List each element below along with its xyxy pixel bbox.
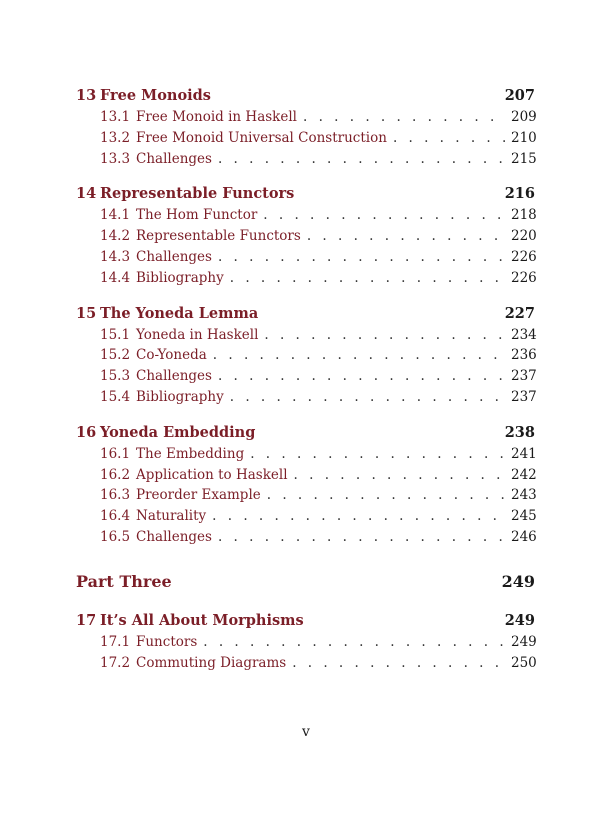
section-title: Application to Haskell [136, 466, 288, 483]
section-number: 15.1 [100, 326, 131, 343]
section-page-number: 220 [511, 228, 537, 245]
section-page-number: 215 [511, 150, 537, 167]
table-of-contents [76, 87, 535, 689]
section-number: 17.1 [100, 633, 131, 650]
dot-leader [218, 151, 505, 167]
section-entry[interactable] [76, 347, 535, 368]
chapter-heading[interactable] [76, 305, 535, 327]
chapter-heading[interactable] [76, 424, 535, 446]
dot-leader [218, 249, 505, 265]
dot-leader [263, 207, 505, 223]
chapter-number: 15 [76, 304, 97, 322]
dot-leader [218, 529, 505, 545]
section-entry[interactable] [76, 467, 535, 488]
section-page-number: 236 [511, 347, 537, 364]
section-entry[interactable] [76, 327, 535, 348]
chapter-entry [76, 305, 535, 410]
section-page-number: 234 [511, 326, 537, 343]
chapter-entry [76, 424, 535, 550]
section-page-number: 210 [511, 129, 537, 146]
section-title: Challenges [136, 368, 212, 385]
section-number: 14.2 [100, 228, 131, 245]
part-heading[interactable] [76, 572, 535, 598]
section-page-number: 243 [511, 487, 537, 504]
section-entry[interactable] [76, 634, 535, 655]
chapter-entry [76, 87, 535, 171]
chapter-heading[interactable] [76, 612, 535, 634]
section-entry[interactable] [76, 228, 535, 249]
chapter-title: Yoneda Embedding [100, 423, 256, 441]
chapter-number: 13 [76, 87, 97, 104]
section-number: 16.3 [100, 487, 131, 504]
dot-leader [218, 368, 505, 384]
section-page-number: 226 [511, 269, 537, 286]
chapter-heading[interactable] [76, 87, 535, 109]
section-entry[interactable] [76, 368, 535, 389]
section-title: Bibliography [136, 269, 224, 286]
chapter-group-1 [76, 87, 535, 550]
dot-leader [307, 228, 505, 244]
section-title: Free Monoid in Haskell [136, 109, 297, 125]
section-entry[interactable] [76, 446, 535, 467]
dot-leader [303, 109, 505, 125]
section-number: 15.2 [100, 347, 131, 364]
chapter-page-number: 207 [504, 87, 535, 104]
section-number: 13.2 [100, 129, 131, 146]
section-entry[interactable] [76, 508, 535, 529]
dot-leader [294, 467, 505, 483]
dot-leader [230, 389, 505, 405]
part-page-number: 249 [501, 571, 535, 591]
section-title: Preorder Example [136, 487, 261, 504]
chapter-group-2 [76, 612, 535, 676]
section-title: The Embedding [136, 445, 245, 462]
dot-leader [213, 347, 505, 363]
section-number: 16.2 [100, 466, 131, 483]
section-title: Co-Yoneda [136, 347, 207, 364]
chapter-heading[interactable] [76, 185, 535, 207]
section-title: Challenges [136, 150, 212, 167]
section-number: 14.3 [100, 248, 131, 265]
dot-leader [250, 446, 505, 462]
section-number: 17.2 [100, 654, 131, 671]
section-number: 13.3 [100, 150, 131, 167]
section-page-number: 245 [511, 508, 537, 525]
section-page-number: 250 [511, 654, 537, 671]
chapter-title: Representable Functors [100, 185, 295, 203]
section-entry[interactable] [76, 249, 535, 270]
section-page-number: 249 [511, 633, 537, 650]
chapter-title: It’s All About Morphisms [100, 611, 304, 629]
section-title: Representable Functors [136, 228, 301, 245]
chapter-page-number: 216 [504, 185, 535, 203]
section-number: 15.4 [100, 388, 131, 405]
section-page-number: 242 [511, 466, 537, 483]
dot-leader [264, 327, 505, 343]
section-page-number: 218 [511, 207, 537, 224]
section-title: The Hom Functor [136, 207, 258, 224]
section-title: Free Monoid Universal Construction [136, 129, 387, 146]
section-number: 14.4 [100, 269, 131, 286]
section-entry[interactable] [76, 207, 535, 228]
chapter-title: Free Monoids [100, 87, 211, 104]
chapter-entry [76, 185, 535, 290]
section-number: 16.4 [100, 508, 131, 525]
dot-leader [203, 634, 505, 650]
chapter-number: 17 [76, 611, 97, 629]
section-entry[interactable] [76, 529, 535, 550]
chapter-number: 14 [76, 185, 97, 203]
section-title: Challenges [136, 248, 212, 265]
page-number-footer: v [302, 724, 310, 740]
dot-leader [292, 655, 505, 671]
section-entry[interactable] [76, 655, 535, 676]
section-title: Bibliography [136, 388, 224, 405]
section-title: Challenges [136, 528, 212, 545]
section-title: Naturality [136, 508, 207, 525]
dot-leader [230, 270, 505, 286]
part-title: Part Three [76, 571, 172, 591]
section-entry[interactable] [76, 487, 535, 508]
section-page-number: 237 [511, 388, 537, 405]
section-number: 16.1 [100, 445, 131, 462]
section-page-number: 246 [511, 528, 537, 545]
section-title: Commuting Diagrams [136, 654, 287, 671]
section-number: 13.1 [100, 109, 131, 125]
section-entry[interactable] [76, 130, 535, 151]
dot-leader [393, 130, 505, 146]
section-page-number: 226 [511, 248, 537, 265]
section-number: 14.1 [100, 207, 131, 224]
chapter-number: 16 [76, 423, 97, 441]
section-entry[interactable] [76, 109, 535, 130]
section-entry[interactable] [76, 389, 535, 410]
chapter-page-number: 227 [504, 304, 535, 322]
section-number: 15.3 [100, 368, 131, 385]
section-page-number: 209 [511, 109, 537, 125]
dot-leader [267, 487, 505, 503]
section-title: Yoneda in Haskell [136, 326, 259, 343]
chapter-page-number: 249 [504, 611, 535, 629]
section-page-number: 237 [511, 368, 537, 385]
dot-leader [212, 508, 505, 524]
section-entry[interactable] [76, 151, 535, 172]
chapter-page-number: 238 [504, 423, 535, 441]
section-number: 16.5 [100, 528, 131, 545]
section-entry[interactable] [76, 270, 535, 291]
chapter-title: The Yoneda Lemma [100, 304, 259, 322]
chapter-entry [76, 612, 535, 676]
section-page-number: 241 [511, 445, 537, 462]
section-title: Functors [136, 633, 198, 650]
